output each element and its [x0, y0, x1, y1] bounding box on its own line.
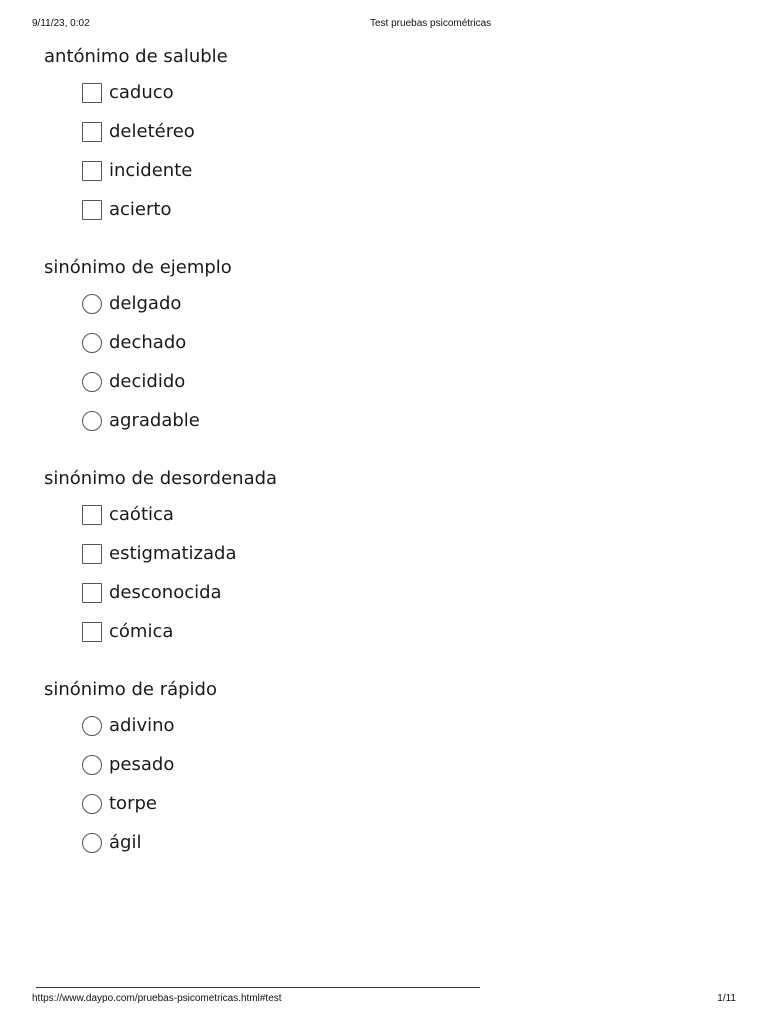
option-label: caótica — [109, 503, 174, 525]
checkbox[interactable] — [82, 83, 102, 103]
checkbox[interactable] — [82, 544, 102, 564]
checkbox[interactable] — [82, 505, 102, 525]
option-label: pesado — [109, 753, 175, 775]
footer-divider — [36, 987, 480, 988]
option-item[interactable] — [82, 190, 724, 229]
option-item[interactable] — [82, 573, 724, 612]
radio-button[interactable] — [82, 294, 102, 314]
question-list — [44, 46, 724, 890]
option-item[interactable] — [82, 73, 724, 112]
page-title: Test pruebas psicométricas — [370, 18, 492, 29]
option-item[interactable] — [82, 706, 724, 745]
question-1 — [44, 46, 724, 257]
option-item[interactable] — [82, 151, 724, 190]
option-label: torpe — [109, 792, 157, 814]
option-item[interactable] — [82, 112, 724, 151]
option-item[interactable] — [82, 495, 724, 534]
question-prompt: sinónimo de desordenada — [44, 468, 278, 489]
radio-button[interactable] — [82, 333, 102, 353]
option-label: adivino — [109, 714, 175, 736]
option-item[interactable] — [82, 323, 724, 362]
radio-button[interactable] — [82, 833, 102, 853]
option-item[interactable] — [82, 284, 724, 323]
radio-button[interactable] — [82, 411, 102, 431]
question-prompt: sinónimo de rápido — [44, 679, 217, 700]
checkbox[interactable] — [82, 622, 102, 642]
option-label: incidente — [109, 159, 193, 181]
radio-button[interactable] — [82, 372, 102, 392]
print-date: 9/11/23, 0:02 — [32, 18, 90, 29]
option-label: delgado — [109, 292, 182, 314]
radio-button[interactable] — [82, 755, 102, 775]
question-prompt: sinónimo de ejemplo — [44, 257, 232, 278]
question-prompt: antónimo de saluble — [44, 46, 228, 67]
option-item[interactable] — [82, 362, 724, 401]
option-label: cómica — [109, 620, 174, 642]
option-label: desconocida — [109, 581, 222, 603]
page-url: https://www.daypo.com/pruebas-psicometricas.html#test — [32, 993, 282, 1004]
checkbox[interactable] — [82, 122, 102, 142]
option-label: deletéreo — [109, 120, 195, 142]
option-label: estigmatizada — [109, 542, 237, 564]
question-3 — [44, 468, 724, 679]
option-item[interactable] — [82, 401, 724, 440]
radio-button[interactable] — [82, 716, 102, 736]
option-item[interactable] — [82, 612, 724, 651]
option-label: dechado — [109, 331, 187, 353]
option-item[interactable] — [82, 823, 724, 862]
option-label: decidido — [109, 370, 186, 392]
radio-button[interactable] — [82, 794, 102, 814]
option-label: caduco — [109, 81, 174, 103]
checkbox[interactable] — [82, 200, 102, 220]
option-label: ágil — [109, 831, 142, 853]
checkbox[interactable] — [82, 583, 102, 603]
question-4 — [44, 679, 724, 890]
option-item[interactable] — [82, 534, 724, 573]
checkbox[interactable] — [82, 161, 102, 181]
option-item[interactable] — [82, 784, 724, 823]
option-label: acierto — [109, 198, 172, 220]
page-number: 1/11 — [717, 993, 736, 1004]
question-2 — [44, 257, 724, 468]
option-item[interactable] — [82, 745, 724, 784]
option-label: agradable — [109, 409, 200, 431]
